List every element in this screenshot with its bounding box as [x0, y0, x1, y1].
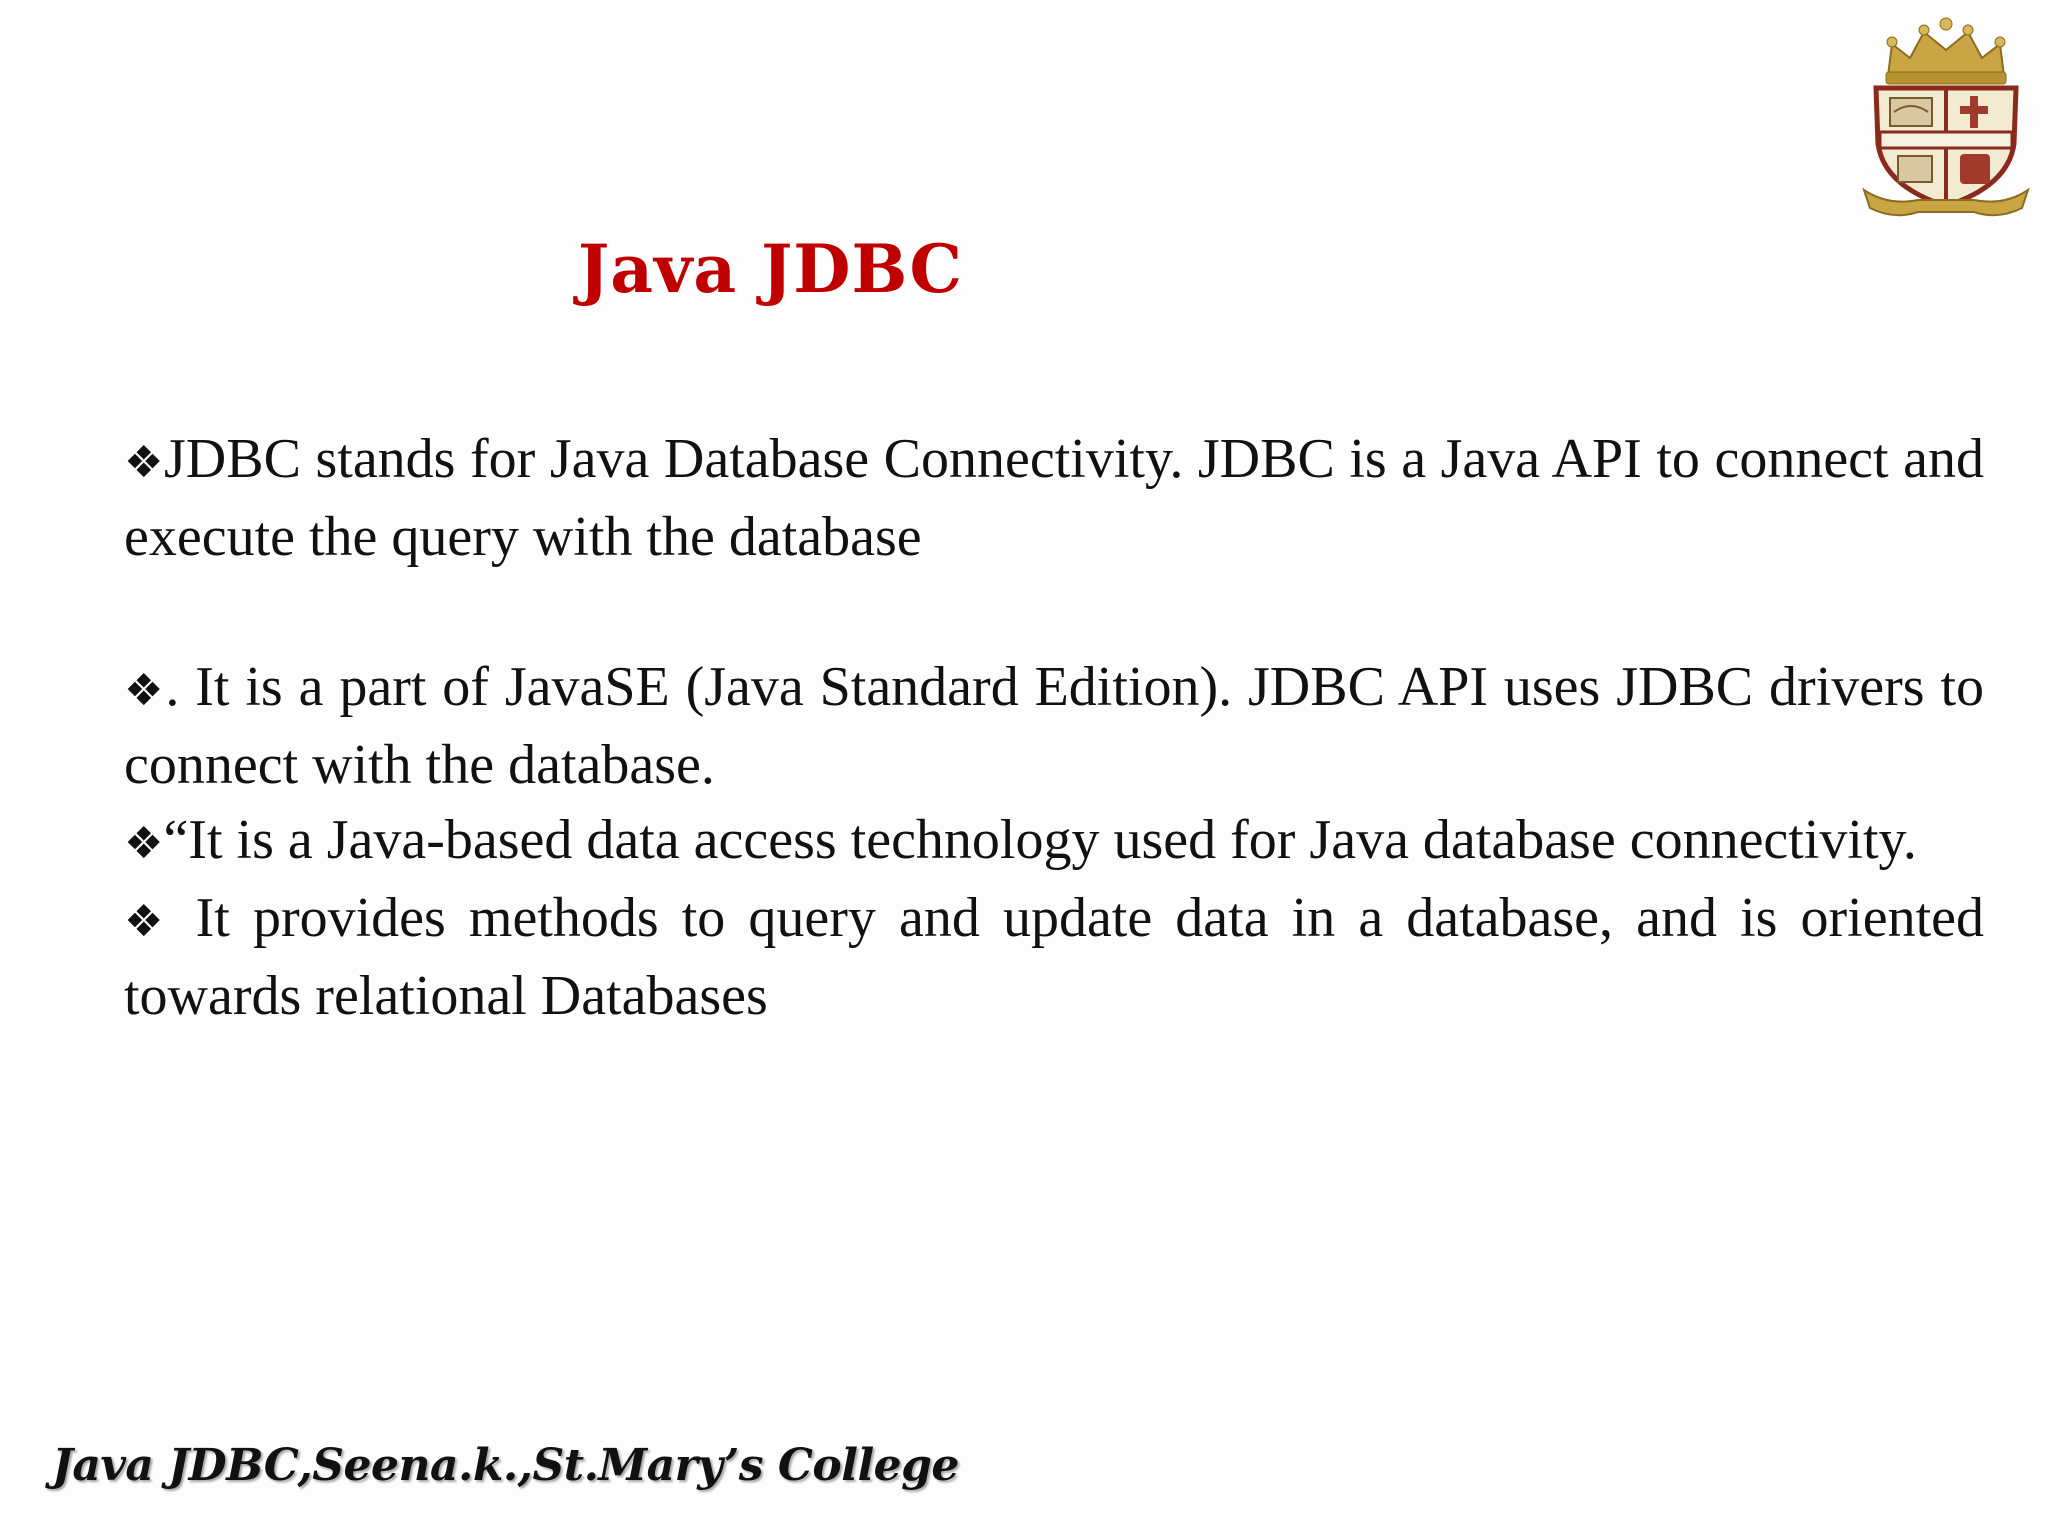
- shield-icon: [1876, 88, 2016, 206]
- bullet-item: [124, 881, 1984, 1034]
- diamond-bullet-icon: ❖: [124, 665, 166, 716]
- bullet-item: [124, 422, 1984, 575]
- diamond-bullet-icon: ❖: [124, 437, 164, 488]
- crown-icon: [1886, 18, 2006, 84]
- bullet-item: [124, 650, 1984, 803]
- bullet-list: [124, 422, 1984, 1034]
- bullet-item: [124, 803, 1984, 881]
- diamond-bullet-icon: ❖: [124, 818, 164, 869]
- bullet-text: It provides methods to query and update data in a database, and is oriented towards relational Databases: [124, 887, 1985, 1027]
- diamond-bullet-icon: ❖: [124, 896, 173, 947]
- bullet-text: “It is a Java-based data access technology used for Java database connectivity.: [163, 809, 1917, 871]
- slide-title: Java JDBC: [578, 230, 964, 308]
- bullet-text: . It is a part of JavaSE (Java Standard Edition). JDBC API uses JDBC drivers to connect with the database.: [124, 656, 1984, 796]
- slide-footer: Java JDBC,Seena.k.,St.Mary’s College: [52, 1440, 959, 1491]
- college-crest-logo: [1858, 14, 2034, 220]
- bullet-text: JDBC stands for Java Database Connectivity. JDBC is a Java API to connect and execute the query with the database: [124, 428, 1984, 568]
